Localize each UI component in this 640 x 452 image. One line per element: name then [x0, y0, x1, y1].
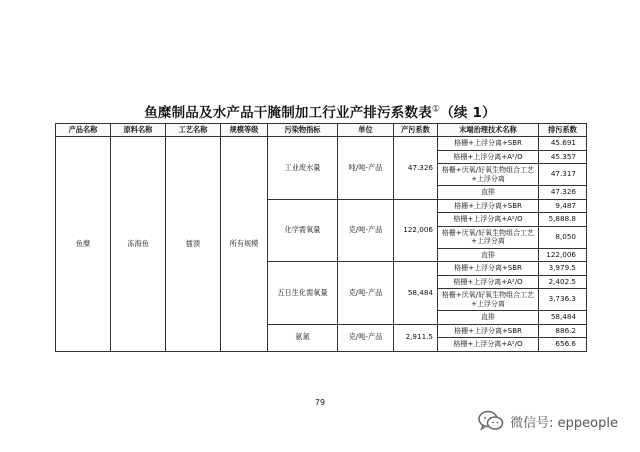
treatment-tech-cell: 直排	[438, 311, 539, 325]
column-header: 单位	[338, 124, 394, 137]
discharge-factor-cell: 9,487	[539, 199, 587, 213]
column-header: 产品名称	[56, 124, 111, 137]
generation-factor-cell: 47.326	[394, 137, 438, 200]
discharge-factor-cell: 5,888.8	[539, 213, 587, 227]
treatment-tech-cell: 格栅+上浮分离+A²/O	[438, 213, 539, 227]
material-cell: 冻海鱼	[111, 137, 166, 352]
indicator-cell: 氨氮	[268, 324, 338, 351]
treatment-tech-cell: 格栅+上浮分离+A²/O	[438, 150, 539, 164]
treatment-tech-cell: 格栅+上浮分离+SBR	[438, 199, 539, 213]
column-header: 工艺名称	[166, 124, 221, 137]
discharge-factor-cell: 3,979.5	[539, 262, 587, 276]
treatment-tech-cell: 直排	[438, 186, 539, 200]
unit-cell: 克/吨-产品	[338, 262, 394, 325]
page-title	[0, 101, 640, 121]
wechat-watermark	[478, 410, 618, 432]
process-cell: 擂溃	[166, 137, 221, 352]
title-continued: （续 1）	[440, 105, 496, 121]
discharge-factor-cell: 886.2	[539, 324, 587, 338]
treatment-tech-cell: 直排	[438, 248, 539, 262]
column-header: 末端治理技术名称	[438, 124, 539, 137]
discharge-factor-cell: 47.326	[539, 186, 587, 200]
generation-factor-cell: 58,484	[394, 262, 438, 325]
treatment-tech-cell: 格栅+上浮分离+SBR	[438, 324, 539, 338]
discharge-factor-cell: 122,006	[539, 248, 587, 262]
column-header: 排污系数	[539, 124, 587, 137]
column-header: 污染物指标	[268, 124, 338, 137]
discharge-factor-cell: 58,484	[539, 311, 587, 325]
generation-factor-cell: 2,911.5	[394, 324, 438, 351]
page-number: 79	[314, 398, 326, 407]
indicator-cell: 五日生化需氧量	[268, 262, 338, 325]
table-header-row	[56, 124, 587, 137]
discharge-factor-cell: 45.357	[539, 150, 587, 164]
watermark-text: 微信号: eppeople	[510, 415, 618, 431]
table-row	[56, 137, 587, 151]
treatment-tech-cell: 格栅+上浮分离+SBR	[438, 262, 539, 276]
treatment-tech-cell: 格栅+厌氧/好氧生物组合工艺+上浮分离	[438, 164, 539, 186]
column-header: 原料名称	[111, 124, 166, 137]
column-header: 产污系数	[394, 124, 438, 137]
product-cell: 鱼糜	[56, 137, 111, 352]
discharge-factor-cell: 656.6	[539, 338, 587, 352]
scale-cell: 所有规模	[221, 137, 268, 352]
treatment-tech-cell: 格栅+上浮分离+SBR	[438, 137, 539, 151]
column-header: 规模等级	[221, 124, 268, 137]
discharge-factor-cell: 45.691	[539, 137, 587, 151]
discharge-factor-cell: 47.317	[539, 164, 587, 186]
discharge-factor-cell: 3,736.3	[539, 289, 587, 311]
treatment-tech-cell: 格栅+上浮分离+A²/O	[438, 338, 539, 352]
unit-cell: 克/吨-产品	[338, 324, 394, 351]
indicator-cell: 化学需氧量	[268, 199, 338, 262]
treatment-tech-cell: 格栅+上浮分离+A²/O	[438, 275, 539, 289]
wechat-icon	[478, 410, 504, 432]
title-footnote-mark: ①	[431, 104, 441, 115]
generation-factor-cell: 122,006	[394, 199, 438, 262]
treatment-tech-cell: 格栅+厌氧/好氧生物组合工艺+上浮分离	[438, 226, 539, 248]
indicator-cell: 工业废水量	[268, 137, 338, 200]
discharge-factor-cell: 8,050	[539, 226, 587, 248]
table-body	[56, 137, 587, 352]
unit-cell: 吨/吨-产品	[338, 137, 394, 200]
discharge-factor-cell: 2,402.5	[539, 275, 587, 289]
treatment-tech-cell: 格栅+厌氧/好氧生物组合工艺+上浮分离	[438, 289, 539, 311]
emission-factor-table	[55, 123, 587, 352]
unit-cell: 克/吨-产品	[338, 199, 394, 262]
title-text: 鱼糜制品及水产品干腌制加工行业产排污系数表	[144, 105, 432, 121]
